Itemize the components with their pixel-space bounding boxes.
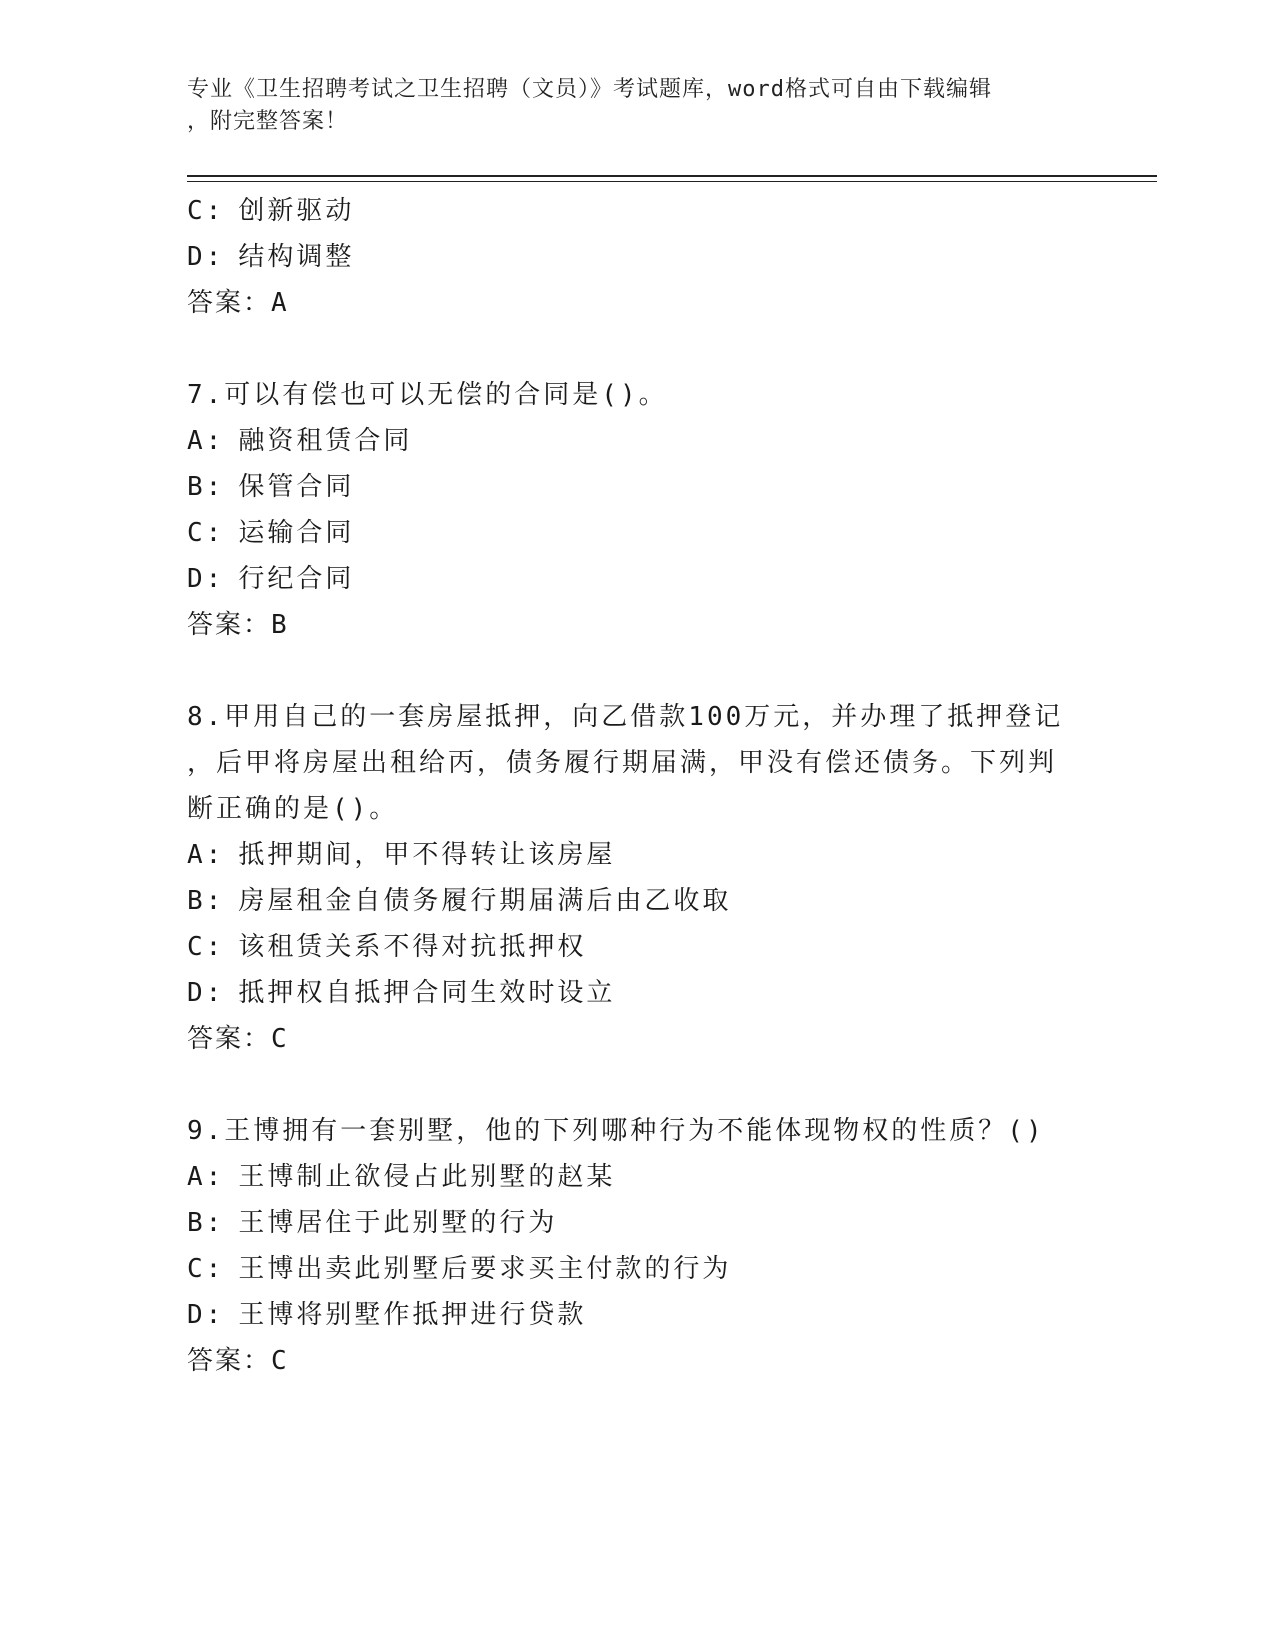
- option-text: 该租赁关系不得对抗抵押权: [238, 932, 587, 962]
- option-row: [187, 1200, 1087, 1246]
- question-stem: 9.王博拥有一套别墅，他的下列哪种行为不能体现物权的性质？(): [187, 1116, 1045, 1146]
- answer-value: C: [271, 1024, 287, 1054]
- option-row: [187, 1292, 1087, 1338]
- option-label: C:: [187, 932, 225, 962]
- answer-row: [187, 1016, 1087, 1062]
- option-text: 结构调整: [238, 242, 355, 272]
- option-text: 行纪合同: [238, 564, 355, 594]
- answer-label: 答案：: [187, 1346, 272, 1376]
- option-text: 王博出卖此别墅后要求买主付款的行为: [238, 1254, 732, 1284]
- answer-value: B: [271, 610, 287, 640]
- answer-value: A: [271, 288, 287, 318]
- question-stem: ，后甲将房屋出租给丙，债务履行期届满，甲没有偿还债务。下列判: [187, 748, 1058, 778]
- option-row: [187, 878, 1087, 924]
- option-label: D:: [187, 1300, 225, 1330]
- answer-row: [187, 1338, 1087, 1384]
- option-row: [187, 832, 1087, 878]
- question-list: [187, 188, 1087, 1384]
- option-label: A:: [187, 426, 225, 456]
- answer-value: C: [271, 1346, 287, 1376]
- option-row: [187, 1246, 1087, 1292]
- option-label: A:: [187, 840, 225, 870]
- option-text: 王博将别墅作抵押进行贷款: [238, 1300, 587, 1330]
- option-text: 保管合同: [238, 472, 355, 502]
- document-header: [187, 74, 1067, 138]
- option-label: D:: [187, 978, 225, 1008]
- question-stem: 7.可以有偿也可以无偿的合同是()。: [187, 380, 668, 410]
- option-label: B:: [187, 472, 225, 502]
- option-text: 融资租赁合同: [238, 426, 413, 456]
- option-text: 抵押期间，甲不得转让该房屋: [238, 840, 616, 870]
- option-row: [187, 418, 1087, 464]
- option-row: [187, 464, 1087, 510]
- answer-row: [187, 602, 1087, 648]
- option-row: [187, 970, 1087, 1016]
- answer-label: 答案：: [187, 610, 272, 640]
- option-label: B:: [187, 1208, 225, 1238]
- option-row: [187, 556, 1087, 602]
- option-row: [187, 510, 1087, 556]
- option-label: C:: [187, 518, 225, 548]
- header-divider: [187, 181, 1157, 182]
- header-line: ，附完整答案！: [187, 109, 349, 134]
- option-text: 王博居住于此别墅的行为: [238, 1208, 558, 1238]
- question-stem: 断正确的是()。: [187, 794, 399, 824]
- option-row: [187, 924, 1087, 970]
- header-divider: [187, 175, 1157, 177]
- option-row: [187, 234, 1087, 280]
- header-line: 专业《卫生招聘考试之卫生招聘（文员）》考试题库，word格式可自由下载编辑: [187, 77, 992, 102]
- option-label: D:: [187, 564, 225, 594]
- option-text: 创新驱动: [238, 196, 355, 226]
- option-label: C:: [187, 1254, 225, 1284]
- question-stem: 8.甲用自己的一套房屋抵押，向乙借款100万元，并办理了抵押登记: [187, 702, 1064, 732]
- option-label: A:: [187, 1162, 225, 1192]
- answer-label: 答案：: [187, 288, 272, 318]
- answer-row: [187, 280, 1087, 326]
- option-text: 房屋租金自债务履行期届满后由乙收取: [238, 886, 732, 916]
- option-row: [187, 188, 1087, 234]
- option-label: D:: [187, 242, 225, 272]
- option-label: B:: [187, 886, 225, 916]
- answer-label: 答案：: [187, 1024, 272, 1054]
- option-text: 抵押权自抵押合同生效时设立: [238, 978, 616, 1008]
- option-text: 王博制止欲侵占此别墅的赵某: [238, 1162, 616, 1192]
- option-label: C:: [187, 196, 225, 226]
- option-row: [187, 1154, 1087, 1200]
- option-text: 运输合同: [238, 518, 355, 548]
